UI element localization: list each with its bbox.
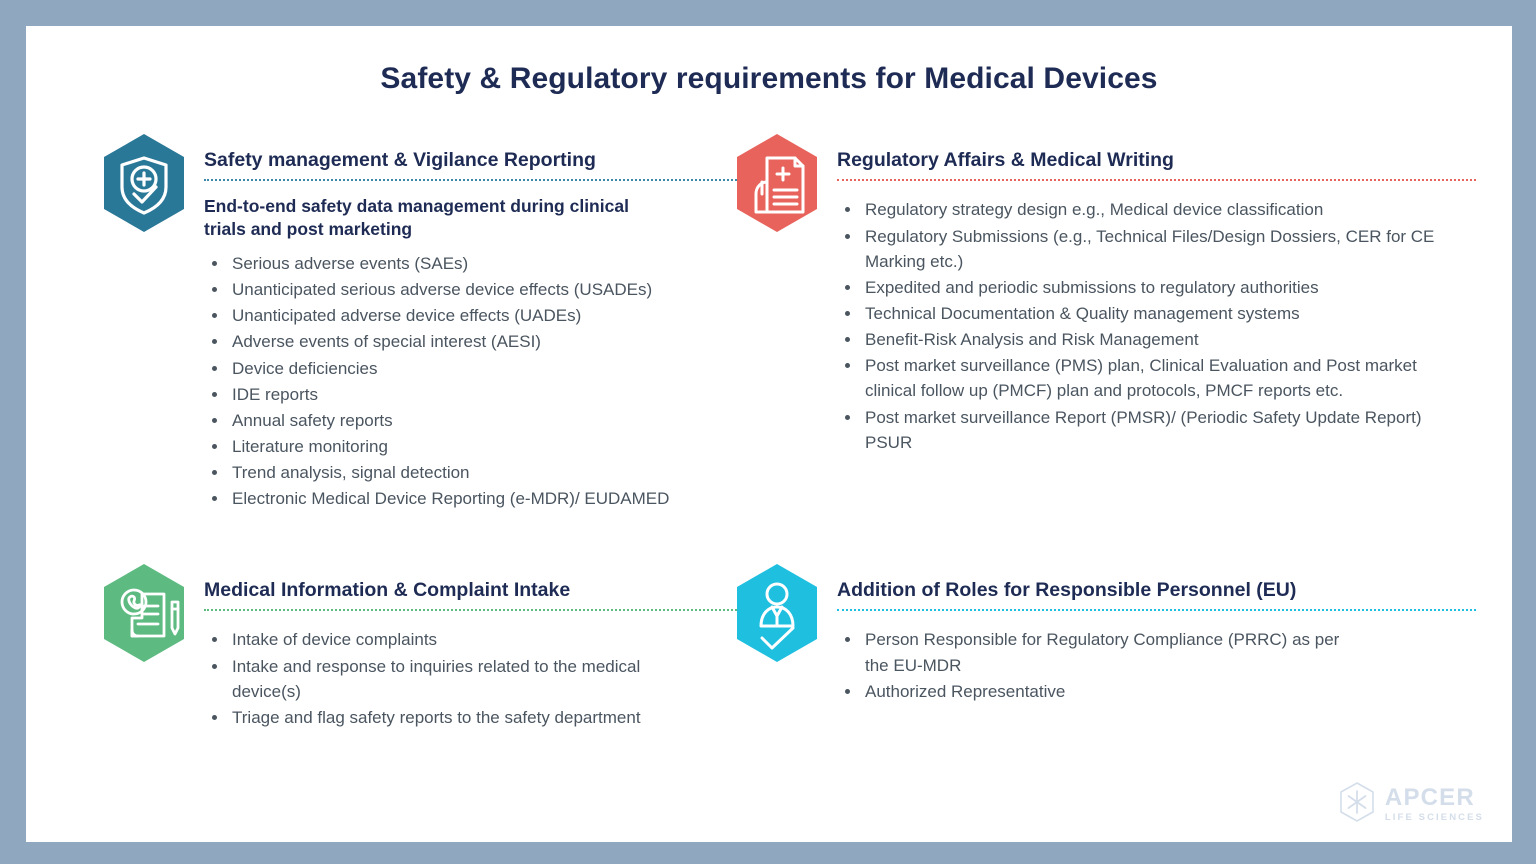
person-check-icon xyxy=(731,562,823,664)
list-item: Regulatory Submissions (e.g., Technical Files/Design Dossiers, CER for CE Marking etc.) xyxy=(837,224,1437,274)
section-subheading: End-to-end safety data management during clinical trials and post marketing xyxy=(204,196,629,240)
list-item: Serious adverse events (SAEs) xyxy=(204,251,724,276)
list-item: Adverse events of special interest (AESI) xyxy=(204,329,724,354)
section-responsible-personnel xyxy=(731,562,1476,705)
hexagon-asterisk-icon xyxy=(1338,781,1376,828)
list-item: IDE reports xyxy=(204,382,724,407)
list-item: Expedited and periodic submissions to regulatory authorities xyxy=(837,275,1437,300)
logo-wordmark xyxy=(1385,786,1484,823)
list-item: Electronic Medical Device Reporting (e-MDR)/ EUDAMED xyxy=(204,486,724,511)
section-divider xyxy=(837,179,1476,181)
section-responsible-personnel-body xyxy=(837,562,1476,705)
list-item: Post market surveillance Report (PMSR)/ (Periodic Safety Update Report) PSUR xyxy=(837,405,1437,455)
list-item: Unanticipated adverse device effects (UADEs) xyxy=(204,303,724,328)
list-item: Technical Documentation & Quality management systems xyxy=(837,301,1437,326)
phone-document-pencil-icon xyxy=(98,562,190,664)
slide-canvas xyxy=(26,26,1512,842)
safety-bullet-list xyxy=(204,251,724,512)
section-heading: Addition of Roles for Responsible Personnel (EU) xyxy=(837,579,1297,601)
list-item: Post market surveillance (PMS) plan, Clinical Evaluation and Post market clinical follow up (PMCF) plan and protocols, PMCF reports etc. xyxy=(837,353,1437,403)
hand-medical-document-icon xyxy=(731,132,823,234)
section-medical-information xyxy=(98,562,748,731)
section-divider xyxy=(204,609,748,611)
medical-information-bullet-list xyxy=(204,627,654,730)
list-item: Device deficiencies xyxy=(204,356,724,381)
roles-bullet-list xyxy=(837,627,1357,703)
brand-logo xyxy=(1338,781,1484,828)
section-regulatory-body xyxy=(837,132,1476,456)
page-title: Safety & Regulatory requirements for Medical Devices xyxy=(380,62,1158,95)
section-medical-information-body xyxy=(204,562,748,731)
list-item: Intake of device complaints xyxy=(204,627,654,652)
list-item: Triage and flag safety reports to the safety department xyxy=(204,705,654,730)
list-item: Benefit-Risk Analysis and Risk Management xyxy=(837,327,1437,352)
section-heading: Regulatory Affairs & Medical Writing xyxy=(837,149,1174,171)
logo-tagline: LIFE SCIENCES xyxy=(1384,812,1484,824)
list-item: Person Responsible for Regulatory Compliance (PRRC) as per the EU-MDR xyxy=(837,627,1357,677)
list-item: Literature monitoring xyxy=(204,434,724,459)
section-divider xyxy=(204,179,748,181)
section-safety-body xyxy=(204,132,748,512)
logo-name: APCER xyxy=(1384,784,1475,812)
regulatory-bullet-list xyxy=(837,197,1437,455)
section-regulatory-affairs xyxy=(731,132,1476,456)
section-heading: Medical Information & Complaint Intake xyxy=(204,579,571,601)
list-item: Authorized Representative xyxy=(837,679,1357,704)
section-divider xyxy=(837,609,1476,611)
list-item: Unanticipated serious adverse device effects (USADEs) xyxy=(204,277,724,302)
list-item: Annual safety reports xyxy=(204,408,724,433)
list-item: Regulatory strategy design e.g., Medical device classification xyxy=(837,197,1437,222)
list-item: Trend analysis, signal detection xyxy=(204,460,724,485)
content-grid xyxy=(98,132,1478,832)
shield-check-medical-icon xyxy=(98,132,190,234)
section-heading: Safety management & Vigilance Reporting xyxy=(204,149,596,171)
section-safety-management xyxy=(98,132,748,512)
list-item: Intake and response to inquiries related to the medical device(s) xyxy=(204,654,654,704)
